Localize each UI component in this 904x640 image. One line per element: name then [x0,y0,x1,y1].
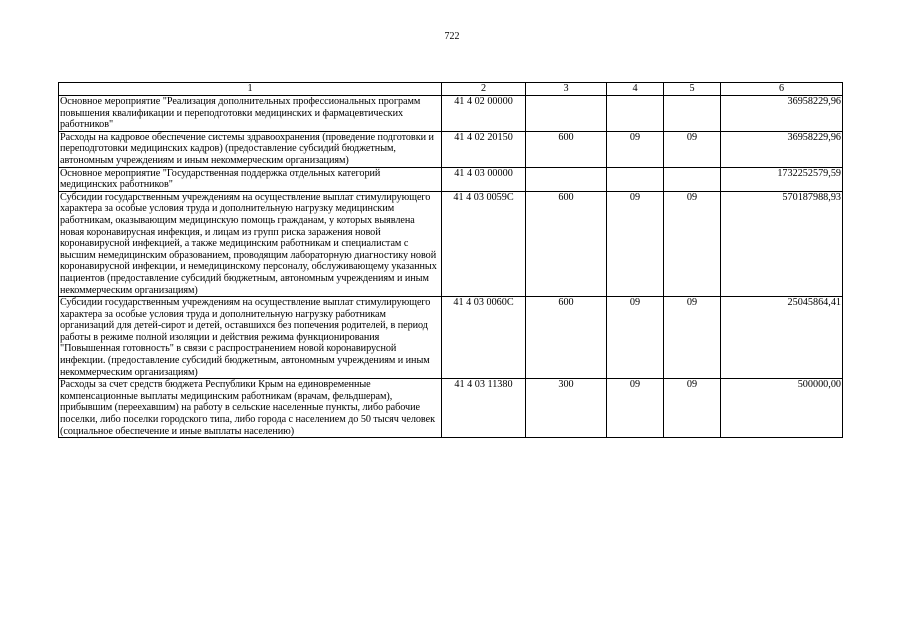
table-row [59,297,843,379]
row-target-code: 41 4 03 0059С [442,191,526,296]
column-header-4: 4 [607,83,664,96]
row-section: 09 [607,379,664,438]
row-expense-type: 300 [526,379,607,438]
row-subsection: 09 [664,379,721,438]
row-section: 09 [607,297,664,379]
column-header-5: 5 [664,83,721,96]
row-target-code: 41 4 03 00000 [442,167,526,191]
budget-table [58,82,843,438]
row-name: Основное мероприятие "Государственная поддержка отдельных категорий медицинских работников" [59,167,442,191]
row-expense-type: 600 [526,297,607,379]
row-expense-type: 600 [526,191,607,296]
row-name: Субсидии государственным учреждениям на осуществление выплат стимулирующего характера за особые условия труда и дополнительную нагрузку работникам организаций для детей-сирот и детей, оставшихся без попечения родителей, в период работы в режиме полной изоляции и действия режима функционирования "Повышенная готовность" в связи с распространением новой коронавирусной инфекции. (предоставление субсидий бюджетным, автономным учреждениям и иным некоммерческим организациям) [59,297,442,379]
page-number: 722 [444,31,460,42]
row-target-code: 41 4 03 0060С [442,297,526,379]
column-header-6: 6 [721,83,843,96]
column-header-2: 2 [442,83,526,96]
row-name: Расходы на кадровое обеспечение системы здравоохранения (проведение подготовки и переподготовки медицинских кадров) (предоставление субсидий бюджетным, автономным учреждениям и иным некоммерческим организациям) [59,131,442,167]
row-expense-type [526,96,607,132]
header-row [59,83,843,96]
row-expense-type: 600 [526,131,607,167]
row-amount: 36958229,96 [721,96,843,132]
row-expense-type [526,167,607,191]
row-amount: 500000,00 [721,379,843,438]
row-subsection: 09 [664,131,721,167]
row-subsection [664,96,721,132]
row-amount: 570187988,93 [721,191,843,296]
row-section [607,167,664,191]
row-section: 09 [607,131,664,167]
row-target-code: 41 4 02 20150 [442,131,526,167]
row-subsection: 09 [664,297,721,379]
table-row [59,96,843,132]
row-name: Расходы за счет средств бюджета Республики Крым на единовременные компенсационные выплаты медицинским работникам (врачам, фельдшерам), прибывшим (переехавшим) на работу в сельские населенные пункты, либо рабочие поселки, либо поселки городского типа, либо города с населением до 50 тысяч человек (социальное обеспечение и иные выплаты населению) [59,379,442,438]
row-subsection [664,167,721,191]
row-amount: 36958229,96 [721,131,843,167]
row-name: Субсидии государственным учреждениям на осуществление выплат стимулирующего характера за особые условия труда и дополнительную нагрузку медицинским работникам, оказывающим медицинскую помощь гражданам, у которых выявлена новая коронавирусная инфекция, и лицам из групп риска заражения новой коронавирусной инфекцией, а также медицинским работникам и специалистам с высшим немедицинским образованием, проводящим лабораторную диагностику новой коронавирусной инфекции, и немедицинскому персоналу, обслуживающему указанных пациентов (предоставление субсидий бюджетным, автономным учреждениям и иным некоммерческим организациям) [59,191,442,296]
row-subsection: 09 [664,191,721,296]
row-name: Основное мероприятие "Реализация дополнительных профессиональных программ повышения квалификации и переподготовки медицинских и фармацевтических работников" [59,96,442,132]
table-row [59,191,843,296]
row-target-code: 41 4 03 11380 [442,379,526,438]
row-section: 09 [607,191,664,296]
column-header-3: 3 [526,83,607,96]
row-amount: 25045864,41 [721,297,843,379]
table-row [59,131,843,167]
row-section [607,96,664,132]
column-header-1: 1 [59,83,442,96]
table-row [59,167,843,191]
row-target-code: 41 4 02 00000 [442,96,526,132]
row-amount: 1732252579,59 [721,167,843,191]
table-row [59,379,843,438]
